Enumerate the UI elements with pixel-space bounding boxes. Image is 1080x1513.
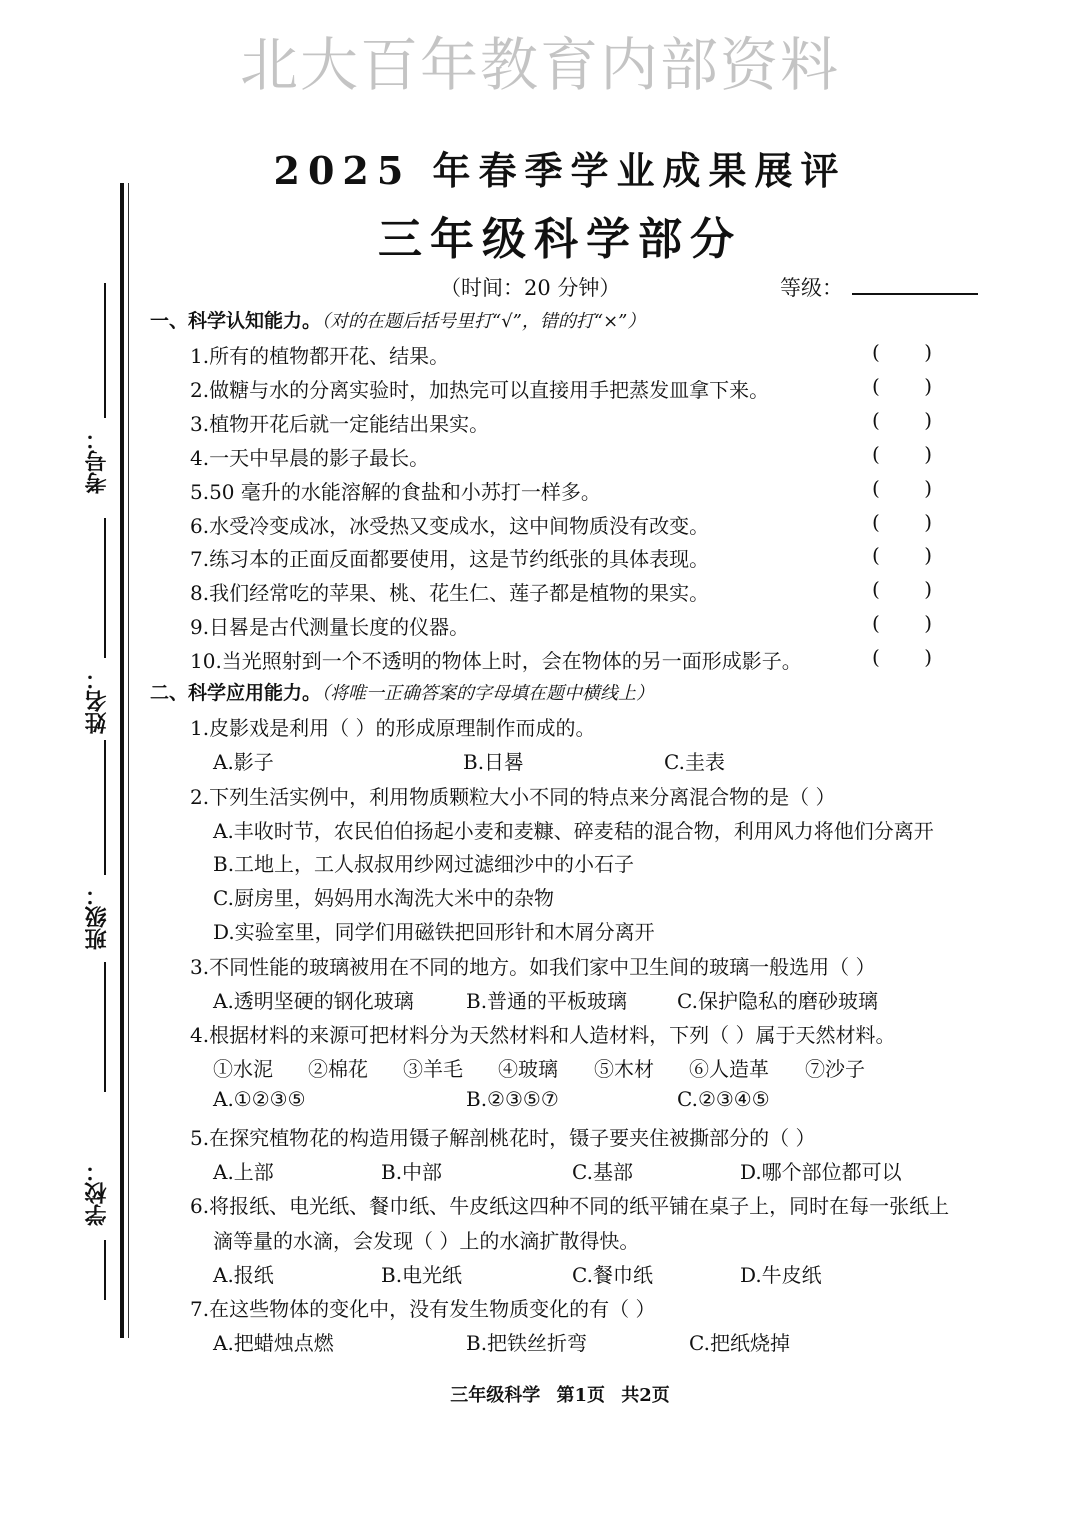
q5-option-c[interactable]: C.基部 xyxy=(572,1160,633,1184)
q5-option-d[interactable]: D.哪个部位都可以 xyxy=(740,1160,902,1184)
class-blank[interactable] xyxy=(104,740,106,875)
q6-stem-line2: 滴等量的水滴，会发现（ ）上的水滴扩散得快。 xyxy=(213,1229,640,1253)
s1-answer-3[interactable]: ( ) xyxy=(872,408,933,432)
q4-material-5: ⑤木材 xyxy=(594,1057,654,1081)
section2-instruction: （将唯一正确答案的字母填在题中横线上） xyxy=(321,683,655,704)
exam-title: 2025 年春季学业成果展评 xyxy=(273,148,847,193)
q4-material-3: ③羊毛 xyxy=(403,1057,463,1081)
class-label: 班级： xyxy=(85,884,110,950)
s1-item-3: 3.植物开花后就一定能结出果实。 xyxy=(190,412,490,436)
s1-answer-4[interactable]: ( ) xyxy=(872,442,933,466)
s1-answer-2[interactable]: ( ) xyxy=(872,374,933,398)
exam-no-label: 考号： xyxy=(85,428,110,494)
q2-option-b[interactable]: B.工地上，工人叔叔用纱网过滤细沙中的小石子 xyxy=(213,852,635,876)
s1-item-8: 8.我们经常吃的苹果、桃、花生仁、莲子都是植物的果实。 xyxy=(190,581,710,605)
name-blank[interactable] xyxy=(104,518,106,658)
s1-item-1: 1.所有的植物都开花、结果。 xyxy=(190,344,450,368)
section2-heading xyxy=(150,678,654,705)
section1-instruction: （对的在题后括号里打“√”，错的打“×”） xyxy=(321,311,646,332)
watermark: 北大百年教育内部资料 xyxy=(239,31,840,99)
q1-option-a[interactable]: A.影子 xyxy=(213,750,274,774)
q6-option-a[interactable]: A.报纸 xyxy=(213,1263,274,1287)
q6-option-c[interactable]: C.餐巾纸 xyxy=(572,1263,653,1287)
s1-answer-8[interactable]: ( ) xyxy=(872,577,933,601)
q4-option-c[interactable]: C.②③④⑤ xyxy=(677,1087,770,1111)
binding-line xyxy=(120,183,124,1338)
section1-heading xyxy=(150,306,645,333)
q2-stem: 2.下列生活实例中，利用物质颗粒大小不同的特点来分离混合物的是（ ） xyxy=(190,785,836,809)
q4-option-b[interactable]: B.②③⑤⑦ xyxy=(466,1087,559,1111)
q6-stem-line1: 6.将报纸、电光纸、餐巾纸、牛皮纸这四种不同的纸平铺在桌子上，同时在每一张纸上 xyxy=(190,1194,950,1218)
q3-stem: 3.不同性能的玻璃被用在不同的地方。如我们家中卫生间的玻璃一般选用（ ） xyxy=(190,955,876,979)
exam-no-blank[interactable] xyxy=(104,283,106,418)
s1-item-2: 2.做糖与水的分离实验时，加热完可以直接用手把蒸发皿拿下来。 xyxy=(190,378,770,402)
q7-option-c[interactable]: C.把纸烧掉 xyxy=(689,1331,790,1355)
q5-stem: 5.在探究植物花的构造用镊子解剖桃花时，镊子要夹住被撕部分的（ ） xyxy=(190,1126,816,1150)
q2-option-d[interactable]: D.实验室里，同学们用磁铁把回形针和木屑分离开 xyxy=(213,920,655,944)
q4-material-6: ⑥人造革 xyxy=(689,1057,769,1081)
school-blank[interactable] xyxy=(104,962,106,1092)
q4-material-1: ①水泥 xyxy=(213,1057,273,1081)
s1-answer-6[interactable]: ( ) xyxy=(872,510,933,534)
q5-option-b[interactable]: B.中部 xyxy=(381,1160,443,1184)
grade-blank[interactable] xyxy=(852,293,978,295)
q6-option-b[interactable]: B.电光纸 xyxy=(381,1263,463,1287)
q3-option-c[interactable]: C.保护隐私的磨砂玻璃 xyxy=(677,989,878,1013)
binding-line-thin xyxy=(128,183,129,1338)
s1-item-10: 10.当光照射到一个不透明的物体上时，会在物体的另一面形成影子。 xyxy=(190,649,802,673)
s1-item-6: 6.水受冷变成冰，冰受热又变成水，这中间物质没有改变。 xyxy=(190,514,710,538)
s1-answer-7[interactable]: ( ) xyxy=(872,543,933,567)
q1-option-b[interactable]: B.日晷 xyxy=(463,750,525,774)
s1-item-5: 5.50 毫升的水能溶解的食盐和小苏打一样多。 xyxy=(190,480,601,504)
q2-option-c[interactable]: C.厨房里，妈妈用水淘洗大米中的杂物 xyxy=(213,886,554,910)
q1-stem: 1.皮影戏是利用（ ）的形成原理制作而成的。 xyxy=(190,716,596,740)
section2-title: 二、科学应用能力。 xyxy=(150,682,322,704)
exam-time: （时间：20 分钟） xyxy=(440,276,621,300)
q5-option-a[interactable]: A.上部 xyxy=(213,1160,274,1184)
q6-option-d[interactable]: D.牛皮纸 xyxy=(740,1263,822,1287)
q4-material-7: ⑦沙子 xyxy=(805,1057,865,1081)
school-label: 学校： xyxy=(85,1160,110,1226)
grade-label: 等级： xyxy=(780,276,843,300)
s1-answer-1[interactable]: ( ) xyxy=(872,340,933,364)
q7-stem: 7.在这些物体的变化中，没有发生物质变化的有（ ） xyxy=(190,1297,656,1321)
q7-option-a[interactable]: A.把蜡烛点燃 xyxy=(213,1331,334,1355)
page-footer: 三年级科学 第1页 共2页 xyxy=(450,1385,670,1406)
s1-answer-10[interactable]: ( ) xyxy=(872,645,933,669)
q1-option-c[interactable]: C.圭表 xyxy=(664,750,725,774)
q4-option-a[interactable]: A.①②③⑤ xyxy=(213,1087,306,1111)
q4-stem: 4.根据材料的来源可把材料分为天然材料和人造材料，下列（ ）属于天然材料。 xyxy=(190,1023,896,1047)
q7-option-b[interactable]: B.把铁丝折弯 xyxy=(466,1331,588,1355)
s1-answer-5[interactable]: ( ) xyxy=(872,476,933,500)
q4-material-4: ④玻璃 xyxy=(498,1057,558,1081)
s1-answer-9[interactable]: ( ) xyxy=(872,611,933,635)
q2-option-a[interactable]: A.丰收时节，农民伯伯扬起小麦和麦糠、碎麦秸的混合物，利用风力将他们分离开 xyxy=(213,819,934,843)
q3-option-a[interactable]: A.透明坚硬的钢化玻璃 xyxy=(213,989,414,1013)
school-blank-tail xyxy=(104,1240,106,1300)
name-label: 姓名： xyxy=(85,668,110,734)
s1-item-7: 7.练习本的正面反面都要使用，这是节约纸张的具体表现。 xyxy=(190,547,710,571)
q4-material-2: ②棉花 xyxy=(308,1057,368,1081)
section1-title: 一、科学认知能力。 xyxy=(150,310,322,332)
s1-item-4: 4.一天中早晨的影子最长。 xyxy=(190,446,430,470)
q3-option-b[interactable]: B.普通的平板玻璃 xyxy=(466,989,628,1013)
exam-subtitle: 三年级科学部分 xyxy=(378,214,742,265)
s1-item-9: 9.日晷是古代测量长度的仪器。 xyxy=(190,615,470,639)
